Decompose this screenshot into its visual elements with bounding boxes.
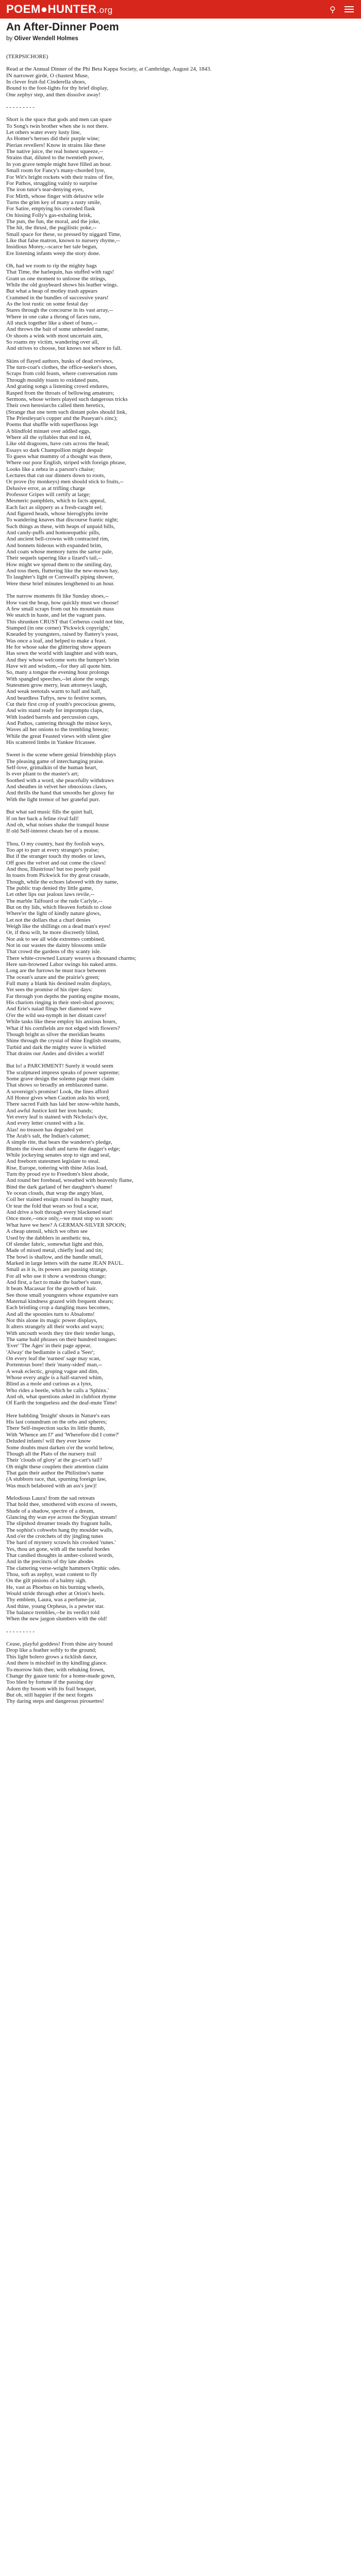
poem-line: But if the stranger touch thy modes or laws, bbox=[6, 853, 106, 860]
poem-line: Statesmen grow merry, lean attorneys laugh, bbox=[6, 682, 107, 688]
poem-line: Pierian revellers! Know in strains like these bbox=[6, 142, 106, 148]
poem-line: And figured heads, whose hieroglyphs invite bbox=[6, 511, 108, 517]
poem-line: And ancient bell-crowns with contracted rim, bbox=[6, 536, 109, 543]
poem-line: And freeborn statesmen legislate to steal. bbox=[6, 1158, 100, 1165]
poem-line: And drive a bolt through every blackened star! bbox=[6, 1209, 112, 1216]
poem-line: Too apt to purr at every stranger's praise; bbox=[6, 846, 99, 853]
poem-line: And wits stand ready for impromptu claps, bbox=[6, 707, 104, 714]
poem-body bbox=[6, 54, 355, 1705]
poem-line: And candy-puffs and homoeopathic pills, bbox=[6, 530, 101, 536]
poem-line: Short is the space that gods and men can spare bbox=[6, 116, 112, 123]
poem-line: Nor ask to see all wide extremes combined. bbox=[6, 936, 105, 942]
poem-line: Blind as a mole and curious as a lynx, bbox=[6, 1381, 93, 1387]
poem-line: Though bright as silver the meridian beams bbox=[6, 1031, 105, 1038]
poem-line: Or tear the fold that wears so foul a scar, bbox=[6, 1202, 99, 1209]
poem-line: There sacred Faith has laid her snow-white hands, bbox=[6, 1101, 120, 1108]
poem-line: Let others water every lusty line, bbox=[6, 129, 81, 136]
poem-stanza bbox=[6, 104, 355, 110]
poem-line: The pun, the fun, the moral, and the joke, bbox=[6, 218, 101, 225]
poem-line: Small room for Fancy's many-chorded lyre, bbox=[6, 167, 105, 174]
poem-line: For Mirth, whose finger with delusive wile bbox=[6, 193, 104, 199]
poem-line: Has sown the world with laughter and with tears, bbox=[6, 650, 118, 657]
poem-line: The turn-coat's clothes, the office-seeker's shoes, bbox=[6, 364, 117, 371]
poem-line: Skins of flayed authors, husks of dead reviews, bbox=[6, 358, 113, 364]
poem-line: Their sequels tapering like a lizard's tail,-- bbox=[6, 555, 102, 562]
poem-line: And awful Justice knit her iron bands; bbox=[6, 1107, 93, 1114]
poem-line: Or shoots a wink with most uncertain aim, bbox=[6, 332, 103, 339]
poem-line: Sermons, whose writers played such dangerous tricks bbox=[6, 396, 128, 402]
poem-line: A sovereign's promise! Look, the lines afford bbox=[6, 1088, 109, 1095]
poem-line: Here babbling 'Insight' shouts in Nature's ears bbox=[6, 1412, 110, 1419]
poem-line: Thy daring steps and dangerous pirouettes! bbox=[6, 1698, 104, 1705]
poem-line: If old Self-interest cheats her of a mouse. bbox=[6, 828, 100, 835]
poem-line: Small space for these, so pressed by niggard Time, bbox=[6, 231, 122, 238]
search-icon[interactable]: ⚲ bbox=[330, 4, 336, 14]
poem-line: His chariots ringing in their steel-shod grooves; bbox=[6, 999, 114, 1006]
poem-line: And throws the bait of some unheeded name, bbox=[6, 326, 109, 333]
poem-line: Some grave design the solemn page must claim bbox=[6, 1075, 114, 1082]
poem-line: And toss them, fluttering like the new-mown hay, bbox=[6, 568, 119, 574]
poem-line: Turns the grim key of many a rusty smile, bbox=[6, 199, 102, 206]
poem-line: To Song's twin brother when she is not there. bbox=[6, 123, 109, 129]
poem-line: For Wit's bright rockets with their trains of fire, bbox=[6, 174, 114, 180]
poem-line: The Arab's salt, the Indian's calumet; bbox=[6, 1133, 90, 1139]
poem-line: Weigh like the shillings on a dead man's eyes! bbox=[6, 923, 111, 929]
poem-stanza bbox=[6, 358, 355, 587]
poem-line: The marble Talfourd or the rude Carlyle,-- bbox=[6, 897, 103, 904]
poem-stanza bbox=[6, 809, 355, 834]
poem-line: Full many a blank his destined realm displays, bbox=[6, 980, 112, 987]
menu-icon[interactable] bbox=[343, 4, 355, 15]
poem-line: In toasts from Pickwick for thy great crusade, bbox=[6, 872, 110, 879]
poem-line: And first, a fact to make the barber's stare, bbox=[6, 1279, 103, 1285]
poem-line: Mesmeric pamphlets, which to facts appeal, bbox=[6, 498, 106, 504]
poem-stanza bbox=[6, 1413, 355, 1489]
poem-line: Bound to the foot-lights for thy brief display, bbox=[6, 85, 108, 92]
poem-line: And oh, what questions asked in clubfoot rhyme bbox=[6, 1394, 117, 1400]
poem-line: Marked in large letters with the name JEAN PAUL. bbox=[6, 1260, 124, 1266]
poem-line: And thrills the hand that smooths her glossy fur bbox=[6, 790, 114, 796]
poem-line: The pleasing game of interchanging praise. bbox=[6, 758, 104, 765]
poem-line: Essays so dark Champollion might despair bbox=[6, 447, 103, 453]
poem-line: How might we spread them to the smiling day, bbox=[6, 561, 112, 568]
poem-line: To laughter's light or Cornwall's piping shower, bbox=[6, 574, 114, 581]
poem-stanza bbox=[6, 1495, 355, 1622]
poem-line: Delusive error, as at trifling charge bbox=[6, 485, 86, 492]
poem-line: Small as it is, its powers are passing strange, bbox=[6, 1266, 108, 1273]
poem-line: Waves all her onions to the trembling breeze; bbox=[6, 726, 109, 733]
poem-line: Was once a loaf, and helped to make a feast. bbox=[6, 637, 107, 644]
poem-line: Maternal kindness grazed with frequent shears; bbox=[6, 1298, 114, 1304]
poem-line: If on her back a feline rival fall! bbox=[6, 815, 79, 822]
poem-line: O'er the wild sea-nymph in her distant cave! bbox=[6, 1012, 107, 1019]
poem-line: Their own heresiarchs called them heretics, bbox=[6, 402, 105, 409]
poem-line: Poems that shuffle with superfluous legs bbox=[6, 421, 99, 428]
poem-line: Deluded infants! will they ever know bbox=[6, 1438, 91, 1445]
poem-line: There Self-inspection sucks its little thumb, bbox=[6, 1425, 105, 1432]
poem-line: The balance trembles,--be its verdict told bbox=[6, 1609, 100, 1616]
poem-line: As Homer's heroes did their purple wine; bbox=[6, 135, 100, 142]
poem-line: And every letter crusted with a lie. bbox=[6, 1120, 85, 1127]
poem-line: Too blest by fortune if the passing day bbox=[6, 1679, 93, 1686]
poem-line: That hold thee, smothered with excess of sweets, bbox=[6, 1501, 118, 1508]
poem-content bbox=[6, 21, 355, 1711]
poem-line: Crammed in the bundles of successive years! bbox=[6, 294, 109, 301]
poem-line: Yes, thou art gone, with all the tuneful hordes bbox=[6, 1546, 110, 1552]
poem-line: With loaded barrels and percussion caps, bbox=[6, 714, 99, 720]
poem-line: On hissing Folly's gas-exhaling brisk, bbox=[6, 212, 92, 218]
poem-line: And bonnets hideous with expanded brim, bbox=[6, 542, 103, 549]
poem-line: The bowl is shallow, and the handle small, bbox=[6, 1253, 103, 1260]
poem-line: We snatch in haste, and let the vagrant pass. bbox=[6, 612, 106, 619]
poem-line: All Honor gives when Caution asks his word; bbox=[6, 1094, 110, 1101]
poem-line: See those small youngsters whose expansive ears bbox=[6, 1292, 118, 1298]
poem-line: For all who use it show a wondrous change; bbox=[6, 1273, 106, 1279]
poem-line: That gain their author the Philistine's name bbox=[6, 1469, 104, 1476]
poem-line: Insidious Morey,--scarce her tale begun, bbox=[6, 244, 98, 250]
poem-line: Cease, playful goddess! From thine airy bound bbox=[6, 1641, 113, 1648]
poem-line: Ere listening infants weep the story done. bbox=[6, 250, 101, 257]
poem-line: The sophist's cobwebs hang thy moulder walls, bbox=[6, 1527, 113, 1533]
poem-line: Like old dragoons, have cuts across the head; bbox=[6, 440, 109, 447]
poem-line: Each fact as slippery as a fresh-caught eel; bbox=[6, 504, 103, 511]
poem-line: To-morrow bids thee, with rebuking frown, bbox=[6, 1666, 105, 1673]
poem-line: Each bristling crop a dangling mass becomes, bbox=[6, 1304, 110, 1311]
poem-line: What if his cornfields are not edged with flowers? bbox=[6, 1025, 120, 1031]
poem-stanza bbox=[6, 1641, 355, 1704]
poem-line: Soothed with a word, she peacefully withdraws bbox=[6, 777, 114, 784]
poem-line: Thou, soft as zephyr, wast content to fly bbox=[6, 1571, 97, 1578]
poem-line: But oh, still happier if the next forgets bbox=[6, 1691, 93, 1698]
poem-line: And Pathos, cantering through the minor keys, bbox=[6, 720, 112, 727]
poem-line: And sheathes in velvet her obnoxious claws, bbox=[6, 784, 107, 790]
poem-line: Lectures that cut our dinners down to roots, bbox=[6, 472, 105, 479]
poem-line: With the light tremor of her grateful purr. bbox=[6, 796, 100, 803]
poem-line: And o'er the crotchets of thy jingling tunes bbox=[6, 1533, 104, 1539]
poem-line: That shows so broadly an emblazoned name. bbox=[6, 1082, 108, 1089]
poem-line: Made of mixed metal, chiefly lead and tin; bbox=[6, 1247, 103, 1254]
poem-line: Shine through the crystal of thine English streams, bbox=[6, 1038, 121, 1044]
poem-line: That crowd the gardens of thy scanty isle. bbox=[6, 948, 101, 955]
poem-line: On the gilt pinions of a balmy sigh. bbox=[6, 1578, 87, 1584]
poem-line: For Pathos, struggling vainly to surprise bbox=[6, 180, 97, 187]
poem-line: There white-crowned Luxury weaves a thousand charms; bbox=[6, 955, 137, 961]
poem-line: Such things as these, with heaps of unpaid bills, bbox=[6, 523, 115, 530]
poem-line: Turbid and dark the mighty wave is whirled bbox=[6, 1044, 106, 1050]
poem-line: The same bald phrases on their hundred tongues: bbox=[6, 1336, 118, 1343]
poem-line: A simple rite, that bears the wanderer's pledge, bbox=[6, 1139, 112, 1146]
poem-line: Far through yon depths the panting engine moans, bbox=[6, 993, 120, 999]
poem-line: Sweet is the scene where genial friendship plays bbox=[6, 752, 116, 758]
poem-line: Where all the syllables that end in éd, bbox=[6, 434, 92, 440]
poem-line: The hit, the thrust, the pugilistic poke,-- bbox=[6, 225, 97, 231]
poem-line: Shade of a shadow, spectre of a dream, bbox=[6, 1507, 95, 1514]
poem-line: Their 'clouds of glory' at the go-cart's tail? bbox=[6, 1457, 102, 1464]
site-header bbox=[0, 0, 361, 19]
poem-line: (TERPSICHORE) bbox=[6, 54, 48, 60]
poem-line: Like that false matron, known to nursery rhyme,-- bbox=[6, 237, 120, 244]
poem-line: Let not the dollars that a churl denies bbox=[6, 917, 91, 923]
poem-line: The bard of mystery scrawls his crooked 'runes.' bbox=[6, 1539, 116, 1546]
poem-line: And Erie's naiad flings her diamond wave bbox=[6, 1006, 102, 1012]
poem-line: So roams my victim, wandering over all, bbox=[6, 339, 99, 346]
poem-line: Ye ocean clouds, that wrap the angry blast, bbox=[6, 1190, 104, 1197]
poem-line: What have we here? A GERMAN-SILVER SPOON; bbox=[6, 1222, 126, 1228]
poem-stanza bbox=[6, 841, 355, 1057]
poem-line: This shrunken CRUST that Cerberus could not bite, bbox=[6, 618, 124, 625]
poem-line: Professor Gripes will certify at large; bbox=[6, 492, 91, 498]
poem-line: On every leaf the 'earnest' sage may scan, bbox=[6, 1355, 101, 1362]
poem-line: Where'er the light of kindly nature glows, bbox=[6, 910, 101, 917]
poem-title: An After-Dinner Poem bbox=[6, 21, 119, 33]
poem-line: Alas! no treason has degraded yet bbox=[6, 1126, 83, 1133]
poem-line: He for whose sake the glittering show appears bbox=[6, 643, 111, 650]
poem-line: Strains that, diluted to the twentieth power, bbox=[6, 155, 104, 161]
poem-line: Coil her stained ensign round its haughty mast, bbox=[6, 1196, 113, 1203]
poem-stanza bbox=[6, 263, 355, 352]
poem-stanza bbox=[6, 752, 355, 803]
poem-line: Portentous bore! their 'many-sided' man,-- bbox=[6, 1362, 102, 1368]
poem-line: That drains our Andes and divides a world! bbox=[6, 1050, 105, 1057]
poem-line: That Time, the harlequin, has stuffed with rags! bbox=[6, 269, 114, 276]
poem-line: That candied thoughts in amber-colored words, bbox=[6, 1552, 114, 1558]
poem-line: While the great Feasted views with silent glee bbox=[6, 733, 111, 739]
poem-line: Though all the Plato of the nursery trail bbox=[6, 1450, 96, 1457]
poem-line: One zephyr step, and then dissolve away! bbox=[6, 91, 101, 98]
poem-line: To wandering knaves that discourse frantic night; bbox=[6, 517, 119, 523]
poem-line: With spangled speeches,--let alone the songs; bbox=[6, 675, 109, 682]
poem-line: Off goes the velvet and out come the claws! bbox=[6, 859, 106, 866]
poem-line: Thou, O my country, hast thy foolish ways, bbox=[6, 840, 105, 847]
poem-line: Whose every angle is a half-starved whim, bbox=[6, 1375, 103, 1381]
poem-line: The slipshod dreamer treads thy fragrant halls, bbox=[6, 1520, 112, 1527]
poem-line: Yet sees the promise of his riper days: bbox=[6, 987, 93, 993]
poem-line: Would stride through ether at Orion's heels. bbox=[6, 1590, 105, 1597]
poem-line: Turn thy proud eye to Freedom's blest abode, bbox=[6, 1171, 109, 1178]
poem-line: 'Alway' the bedlamite is called a 'Seer'; bbox=[6, 1349, 95, 1355]
poem-line: Cut their first crop of youth's precocious greens, bbox=[6, 701, 116, 707]
poem-line: Looks like a zebra in a parson's chaise; bbox=[6, 466, 95, 472]
poem-line: (A stubborn race, that, spurning foreign law, bbox=[6, 1476, 107, 1483]
poem-line: Scraps from cold feasts, where conversation runs bbox=[6, 370, 118, 377]
poem-line: Where in one cake a throng of faces runs, bbox=[6, 313, 101, 320]
poem-line: And thou, Illustrious! but too poorly paid bbox=[6, 866, 100, 872]
poem-line: Stamped (in one corner) 'Pickwick copyright,' bbox=[6, 624, 110, 631]
poem-line: The ocean's azure and the prairie's green; bbox=[6, 974, 100, 980]
poem-line: A cheap utensil, which we often see bbox=[6, 1228, 88, 1235]
poem-line: Where our poor English, striped with foreign phrase, bbox=[6, 460, 126, 466]
poem-line: A blindfold minuet over addled eggs, bbox=[6, 428, 91, 434]
poem-line: And grating songs a listening crowd endures, bbox=[6, 383, 109, 390]
poem-stanza bbox=[6, 116, 355, 257]
poem-line: In clever fruit-ful Cinderella shoes, bbox=[6, 79, 86, 86]
poem-line: This light bolero grows a ticklish dance, bbox=[6, 1653, 97, 1660]
poem-line: The sculptured impress speaks of power supreme; bbox=[6, 1069, 120, 1076]
poem-line: And thine, young Orpheus, is a pewter star. bbox=[6, 1603, 105, 1609]
poem-line: Was much belabored with an ass's jaw)! bbox=[6, 1482, 97, 1489]
poem-line: As the lost rustic on some festal day bbox=[6, 301, 89, 308]
poem-line: And oh, what noises shake the tranquil house bbox=[6, 821, 109, 828]
poem-line: Not in our wastes the dainty blossoms smile bbox=[6, 942, 107, 949]
poem-line: Bind the dark garland of her daughter's shame! bbox=[6, 1183, 113, 1190]
poem-line: Melodious Laura! from the sad retreats bbox=[6, 1495, 95, 1501]
poem-line: Stares through the concourse in its vast array,-- bbox=[6, 307, 113, 314]
poem-line: Glancing thy wan eye across the Stygian stream! bbox=[6, 1514, 117, 1520]
poem-line: Nor this alone its magic power displays, bbox=[6, 1317, 97, 1324]
poem-line: Some doubts must darken o'er the world below, bbox=[6, 1444, 114, 1451]
poem-line: So, many a tongue the evening hour prolongs bbox=[6, 669, 109, 676]
poem-line: And beardless Tuftys, new to festive scenes, bbox=[6, 694, 107, 701]
poem-line: Were these brief minutes lengthened to an hour. bbox=[6, 580, 114, 587]
poem-stanza bbox=[6, 66, 355, 98]
poem-line: Who rides a beetle, which he calls a 'Sphinx.' bbox=[6, 1387, 109, 1394]
poem-line: A few small scraps from out his mountain mass bbox=[6, 605, 114, 612]
poem-line: Let other lips our jealous laws revile,-- bbox=[6, 891, 94, 898]
poem-line: Of slender fabric, somewhat light and thin, bbox=[6, 1241, 104, 1247]
poem-line: Change thy gauze tunic for a home-made gown, bbox=[6, 1672, 116, 1679]
poem-line: And they whose welcome wets the bumper's brim bbox=[6, 656, 120, 663]
poem-line: While jockeying senates stop to sign and seal, bbox=[6, 1152, 111, 1159]
poem-line: Or, if thou wilt, be more discreetly blind, bbox=[6, 929, 100, 936]
poem-line: IN narrower girdé, O chastest Muse, bbox=[6, 72, 89, 79]
poem-line: With uncouth words they tire their tender lungs, bbox=[6, 1330, 115, 1336]
poem-line: All stuck together like a sheet of buns,-- bbox=[6, 320, 97, 327]
poem-line: The narrow moments fit like Sunday shoes,-- bbox=[6, 593, 109, 600]
header-icons bbox=[327, 4, 355, 15]
poem-line: - - - - - - - - - bbox=[6, 1628, 35, 1635]
poem-line: Thy emblem, Laura, was a perfume-jar, bbox=[6, 1597, 96, 1603]
poem-line: The iron tutor's tear-denying eyes, bbox=[6, 187, 84, 193]
poem-line: Drop like a feather softly to the ground; bbox=[6, 1647, 97, 1654]
poem-line: (Strange that one term such distant poles should link, bbox=[6, 409, 127, 415]
poem-line: And all the spoonies turn to Absaloms! bbox=[6, 1311, 95, 1317]
poem-line: The public trap denied thy little game, bbox=[6, 885, 93, 891]
poem-line: Blunts the tiwen shaft and turns the dagger's edge; bbox=[6, 1145, 121, 1152]
poem-line: It beats Macassar for the growth of hair. bbox=[6, 1285, 97, 1292]
poem-stanza bbox=[6, 593, 355, 745]
poem-line: Or prove (by monkeys) men should stick to fruits,-- bbox=[6, 479, 124, 485]
poem-line: Is ever pliant to the master's art; bbox=[6, 771, 79, 777]
poem-line: For Satire, emptying his corroded flask bbox=[6, 206, 95, 212]
poem-line: Self-love, grimalkin of the human heart, bbox=[6, 765, 97, 771]
poem-line: Have wit and wisdom,--for they all quote him. bbox=[6, 663, 112, 669]
poem-line: But lo! a PARCHMENT! Surely it would seem bbox=[6, 1063, 113, 1070]
poem-line: And weak teetotals warm to half and half, bbox=[6, 688, 102, 695]
poem-line: Rise, Europe, tottering with thine Atlas load, bbox=[6, 1164, 108, 1171]
poem-stanza bbox=[6, 54, 355, 60]
poem-line: Oh might these couplets their attention claim bbox=[6, 1463, 108, 1470]
poem-line: It alters strangely all their works and ways; bbox=[6, 1324, 104, 1330]
poem-line: His scattered limbs in Yankee fricassee. bbox=[6, 739, 96, 746]
poem-line: - - - - - - - - - bbox=[6, 104, 35, 111]
poem-line: And round her forehead, wreathed with heavenly flame, bbox=[6, 1177, 134, 1184]
poem-line: A weak eclectic, groping vague and dim, bbox=[6, 1368, 99, 1375]
poem-line: In yon grave temple might have filled an hour. bbox=[6, 161, 112, 167]
poem-line: The Priestleyan's copper and the Puseyan's zinc); bbox=[6, 415, 118, 421]
poem-line: With 'Whence am I?' and 'Wherefore did I come?' bbox=[6, 1431, 119, 1438]
poem-line: To guess what mummy of a thought was there, bbox=[6, 453, 112, 460]
poem-stanza bbox=[6, 1063, 355, 1406]
poem-line: Once more,--once only,--we must stop so soon: bbox=[6, 1215, 114, 1222]
poem-line: His last conundrum on the orbs and spheres; bbox=[6, 1419, 107, 1426]
poem-line: Of Earth the tongueless and the deaf-mute Time! bbox=[6, 1400, 117, 1406]
poem-stanza bbox=[6, 1629, 355, 1635]
poem-line: Grant us one moment to unloose the strings, bbox=[6, 275, 107, 282]
poem-line: How vast the heap, how quickly must we choose! bbox=[6, 599, 119, 606]
poem-line: While tasks like these employ his anxious hours, bbox=[6, 1019, 117, 1025]
poem-line: But what a heap of motley trash appears bbox=[6, 288, 97, 295]
poem-line: And strives to choose, but knows not where to fall. bbox=[6, 345, 122, 352]
poem-line: Here sun-browned Labor swings his naked arms. bbox=[6, 961, 118, 968]
poem-line: And in the precincts of thy late abodes bbox=[6, 1558, 94, 1565]
poem-line: And coats whose memory turns the sartor pale, bbox=[6, 549, 113, 555]
poem-line: The native juice, the real honest squeeze,-- bbox=[6, 148, 104, 155]
site-logo[interactable]: POEM●HUNTER.org bbox=[6, 3, 113, 15]
poem-line: Long are the furrows he must trace between bbox=[6, 968, 106, 974]
poem-line: Read at the Annual Dinner of the Phi Beta Kappa Society, at Cambridge, August 24, 1843. bbox=[6, 66, 211, 73]
poem-line: Used by the dabblers in aesthetic tea, bbox=[6, 1234, 91, 1241]
poem-line: Through mouldy toasts to oxidated puns, bbox=[6, 377, 100, 383]
poem-line: While the old graybeard shows his leather wings. bbox=[6, 282, 118, 288]
poem-line: 'Ever' 'The Ages' in their page appear, bbox=[6, 1343, 92, 1349]
poem-line: Adorn thy bosom with its frail bouquet, bbox=[6, 1685, 96, 1692]
poem-line: Oh, had we room to rip the mighty bags bbox=[6, 262, 97, 269]
poem-line: Rasped from the throats of bellowing amateurs; bbox=[6, 389, 114, 396]
poem-line: When the new jargon slumbers with the old! bbox=[6, 1616, 107, 1622]
poem-line: The clattering verse-wright hammers Orphic odes. bbox=[6, 1565, 121, 1571]
poem-line: Though, while the echoes labored with thy name, bbox=[6, 878, 119, 885]
poem-line: He, vast as Phoebus on his burning wheels, bbox=[6, 1584, 105, 1590]
poem-line: Yet every leaf is stained with Nicholas's dye, bbox=[6, 1113, 108, 1120]
poem-line: Kneaded by youngsters, raised by flattery's yeast, bbox=[6, 631, 119, 638]
poem-byline: by Oliver Wendell Holmes bbox=[6, 36, 78, 42]
poem-line: But on thy lids, which Heaven forbids to close bbox=[6, 904, 112, 910]
author-link[interactable]: Oliver Wendell Holmes bbox=[14, 36, 78, 42]
poem-line: But what sad music fills the quiet hall, bbox=[6, 809, 94, 816]
poem-line: And there is mischief in thy kindling glance. bbox=[6, 1660, 108, 1667]
